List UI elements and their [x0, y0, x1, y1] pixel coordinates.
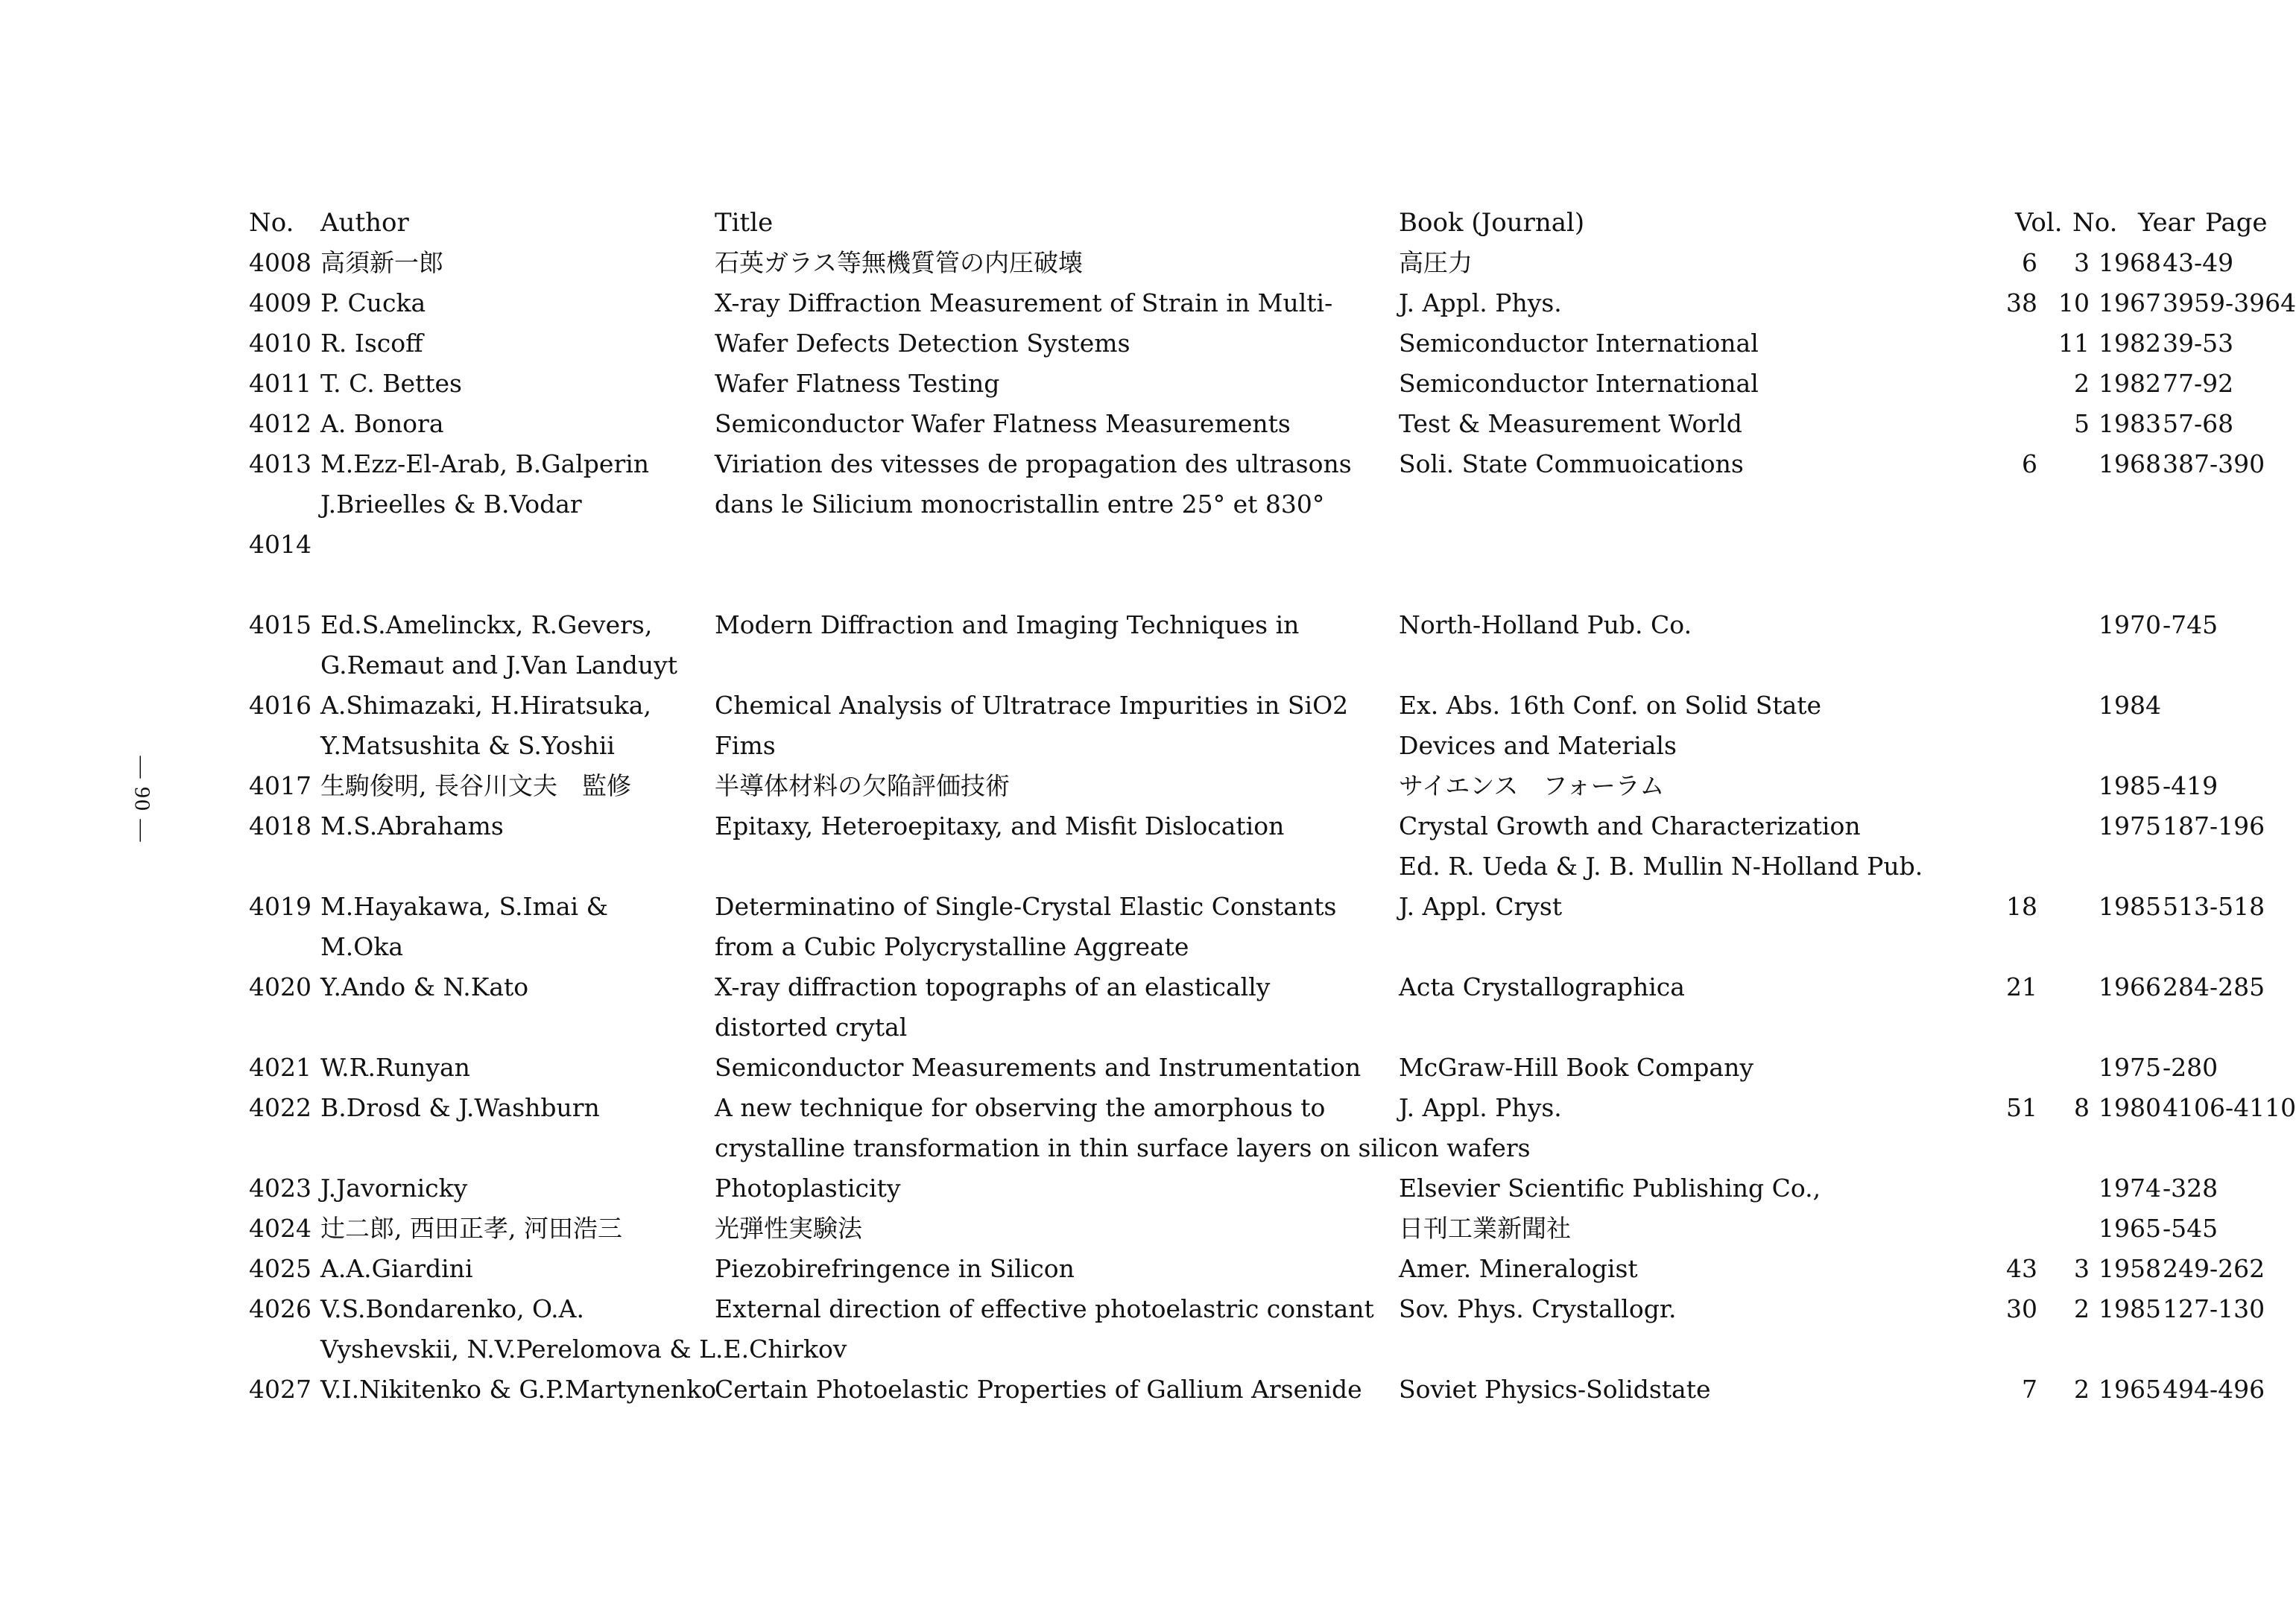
header-title: Title	[715, 208, 774, 238]
entry-title: 半導体材料の欠陥評価技術	[715, 771, 1010, 800]
entry-author: M.Ezz-El-Arab, B.Galperin	[320, 449, 650, 478]
header-page: Page	[2205, 208, 2268, 238]
entry-number: 4013	[249, 449, 311, 478]
table-header	[249, 203, 2268, 243]
entry-year: 1968	[2099, 449, 2161, 478]
table-row	[249, 404, 2234, 444]
entry-year: 1975	[2099, 811, 2161, 840]
entry-volume: 43	[2006, 1254, 2037, 1283]
entry-number: 4012	[249, 409, 311, 438]
entry-book: J. Appl. Cryst	[1399, 892, 1563, 921]
entry-book: Elsevier Scientific Publishing Co.,	[1399, 1174, 1821, 1203]
table-row	[249, 605, 2218, 645]
table-row-continuation	[249, 484, 2112, 525]
entry-pages: 387-390	[2163, 449, 2265, 478]
entry-book: Test & Measurement World	[1399, 409, 1742, 438]
entry-author: 生駒俊明, 長谷川文夫 監修	[320, 771, 631, 800]
header-num: No.	[2072, 208, 2118, 238]
entry-pages: -419	[2163, 771, 2218, 800]
entry-title: Fims	[715, 731, 776, 760]
table-row	[249, 1048, 2218, 1088]
entry-title: Wafer Flatness Testing	[715, 369, 1000, 398]
entry-author: A.A.Giardini	[320, 1254, 473, 1283]
entry-year: 1982	[2099, 329, 2161, 358]
entry-pages: -280	[2163, 1053, 2218, 1082]
entry-number: 4015	[249, 610, 311, 639]
entry-number: 4024	[249, 1214, 311, 1243]
table-row-continuation	[249, 726, 2112, 766]
entry-year: 1965	[2099, 1214, 2161, 1243]
entry-volume: 51	[2006, 1093, 2037, 1122]
entry-author: B.Drosd & J.Washburn	[320, 1093, 600, 1122]
entry-pages: 43-49	[2163, 248, 2234, 277]
entry-pages: 3959-3964	[2163, 288, 2296, 317]
entry-issue: 2	[2074, 369, 2090, 398]
entry-book: サイエンス フォーラム	[1399, 771, 1665, 800]
entry-pages: 187-196	[2163, 811, 2265, 840]
entry-title: Semiconductor Measurements and Instrumentation	[715, 1053, 1362, 1082]
entry-author: G.Remaut and J.Van Landuyt	[320, 650, 678, 680]
entry-title: dans le Silicium monocristallin entre 25° et 830°	[715, 490, 1325, 519]
entry-volume: 21	[2006, 972, 2037, 1001]
entry-author: Ed.S.Amelinckx, R.Gevers,	[320, 610, 653, 639]
entry-book: 高圧力	[1399, 248, 1473, 277]
entry-year: 1975	[2099, 1053, 2161, 1082]
entry-book: J. Appl. Phys.	[1399, 288, 1562, 317]
entry-title: crystalline transformation in thin surface layers on silicon wafers	[715, 1133, 1531, 1162]
entry-volume: 7	[2022, 1375, 2037, 1404]
entry-title: distorted crytal	[715, 1013, 908, 1042]
entry-number: 4014	[249, 530, 311, 559]
table-row	[249, 967, 2265, 1007]
entry-author: V.I.Nikitenko & G.P.Martynenko	[320, 1375, 717, 1404]
reference-table	[249, 203, 2296, 1410]
entry-pages: 127-130	[2163, 1294, 2265, 1323]
header-year: Year	[2138, 208, 2195, 238]
entry-book: Semiconductor International	[1399, 329, 1759, 358]
entry-title: Epitaxy, Heteroepitaxy, and Misfit Dislocation	[715, 811, 1285, 840]
table-row-continuation	[249, 927, 2112, 967]
entry-year: 1968	[2099, 248, 2161, 277]
table-row	[249, 1168, 2218, 1209]
entry-book: Amer. Mineralogist	[1399, 1254, 1638, 1283]
table-row	[249, 1088, 2296, 1128]
entry-author: Y.Ando & N.Kato	[320, 972, 529, 1001]
page-number	[112, 756, 171, 843]
entry-issue: 3	[2074, 248, 2090, 277]
table-row	[249, 887, 2265, 927]
table-row-continuation	[249, 645, 2112, 686]
entry-year: 1985	[2099, 771, 2161, 800]
entry-author: 高須新一郎	[320, 248, 443, 277]
entry-issue: 10	[2058, 288, 2090, 317]
table-row	[249, 525, 2112, 565]
entry-author: M.Hayakawa, S.Imai &	[320, 892, 608, 921]
entry-year: 1985	[2099, 892, 2161, 921]
header-book: Book (Journal)	[1399, 208, 1585, 238]
entry-book: Sov. Phys. Crystallogr.	[1399, 1294, 1677, 1323]
entry-author: M.Oka	[320, 932, 404, 961]
entry-title: 石英ガラス等無機質管の内圧破壊	[715, 248, 1084, 277]
table-row	[249, 364, 2234, 404]
table-row	[249, 283, 2296, 323]
entry-number: 4018	[249, 811, 311, 840]
table-row-continuation	[249, 1007, 2112, 1048]
entry-year: 1974	[2099, 1174, 2161, 1203]
entry-title: Wafer Defects Detection Systems	[715, 329, 1130, 358]
entry-title: Determinatino of Single-Crystal Elastic Constants	[715, 892, 1337, 921]
entry-number: 4016	[249, 691, 311, 720]
entry-number: 4026	[249, 1294, 311, 1323]
entry-pages: -328	[2163, 1174, 2218, 1203]
entry-number: 4019	[249, 892, 311, 921]
entry-issue: 2	[2074, 1375, 2090, 1404]
entry-year: 1983	[2099, 409, 2161, 438]
entry-number: 4009	[249, 288, 311, 317]
entry-title: Chemical Analysis of Ultratrace Impurities in SiO2	[715, 691, 1349, 720]
table-row	[249, 1249, 2265, 1289]
entry-author: J.Brieelles & B.Vodar	[320, 490, 582, 519]
entry-author: T. C. Bettes	[320, 369, 462, 398]
entry-author: P. Cucka	[320, 288, 426, 317]
table-row-continuation	[249, 1329, 2112, 1370]
table-row-continuation	[249, 1128, 2112, 1168]
entry-pages: 57-68	[2163, 409, 2234, 438]
entry-number: 4025	[249, 1254, 311, 1283]
entry-year: 1967	[2099, 288, 2161, 317]
entry-book: Soli. State Commuoications	[1399, 449, 1744, 478]
table-row	[249, 806, 2265, 846]
entry-book: Semiconductor International	[1399, 369, 1759, 398]
entry-title: 光弾性実験法	[715, 1214, 862, 1243]
table-row	[249, 1289, 2265, 1329]
entry-number: 4022	[249, 1093, 311, 1122]
entry-issue: 5	[2074, 409, 2090, 438]
entry-author: Y.Matsushita & S.Yoshii	[320, 731, 615, 760]
entry-book: 日刊工業新聞社	[1399, 1214, 1571, 1243]
entry-year: 1958	[2099, 1254, 2161, 1283]
entry-number: 4017	[249, 771, 311, 800]
table-body	[249, 243, 2296, 1410]
entry-author: J.Javornicky	[320, 1174, 468, 1203]
table-row	[249, 766, 2218, 806]
entry-year: 1985	[2099, 1294, 2161, 1323]
entry-year: 1965	[2099, 1375, 2161, 1404]
entry-author: M.S.Abrahams	[320, 811, 504, 840]
entry-number: 4021	[249, 1053, 311, 1082]
entry-author: 辻二郎, 西田正孝, 河田浩三	[320, 1214, 622, 1243]
entry-pages: -545	[2163, 1214, 2218, 1243]
entry-volume: 6	[2022, 449, 2037, 478]
entry-number: 4010	[249, 329, 311, 358]
table-row	[249, 1370, 2265, 1410]
table-row	[249, 1209, 2218, 1249]
page-number-text: — 90 —	[130, 756, 154, 843]
entry-pages: 4106-4110	[2163, 1093, 2296, 1122]
entry-book: J. Appl. Phys.	[1399, 1093, 1562, 1122]
entry-author: Vyshevskii, N.V.Perelomova & L.E.Chirkov	[320, 1335, 847, 1364]
entry-volume: 30	[2006, 1294, 2037, 1323]
entry-title: Piezobirefringence in Silicon	[715, 1254, 1075, 1283]
entry-issue: 3	[2074, 1254, 2090, 1283]
entry-volume: 38	[2006, 288, 2037, 317]
entry-pages: 494-496	[2163, 1375, 2265, 1404]
entry-author: A.Shimazaki, H.Hiratsuka,	[320, 691, 651, 720]
entry-book: North-Holland Pub. Co.	[1399, 610, 1692, 639]
entry-title: Modern Diffraction and Imaging Techniques in	[715, 610, 1300, 639]
header-no: No.	[249, 208, 294, 238]
table-row-continuation	[249, 565, 2112, 605]
table-row	[249, 243, 2234, 283]
entry-year: 1982	[2099, 369, 2161, 398]
entry-pages: 77-92	[2163, 369, 2234, 398]
entry-pages: -745	[2163, 610, 2218, 639]
entry-title: X-ray diffraction topographs of an elastically	[715, 972, 1271, 1001]
entry-year: 1970	[2099, 610, 2161, 639]
entry-number: 4020	[249, 972, 311, 1001]
entry-book: Acta Crystallographica	[1399, 972, 1685, 1001]
entry-volume: 6	[2022, 248, 2037, 277]
entry-title: X-ray Diffraction Measurement of Strain in Multi-	[715, 288, 1333, 317]
entry-title: Viriation des vitesses de propagation des ultrasons	[715, 449, 1352, 478]
table-row-continuation	[249, 846, 2112, 887]
entry-book: Ex. Abs. 16th Conf. on Solid State	[1399, 691, 1822, 720]
table-row	[249, 323, 2234, 364]
entry-title: Semiconductor Wafer Flatness Measurements	[715, 409, 1291, 438]
entry-book: McGraw-Hill Book Company	[1399, 1053, 1753, 1082]
entry-author: W.R.Runyan	[320, 1053, 470, 1082]
entry-book: Crystal Growth and Characterization	[1399, 811, 1861, 840]
entry-title: from a Cubic Polycrystalline Aggreate	[715, 932, 1189, 961]
entry-year: 1966	[2099, 972, 2161, 1001]
table-row	[249, 444, 2265, 484]
entry-year: 1984	[2099, 691, 2161, 720]
entry-number: 4008	[249, 248, 311, 277]
entry-author: A. Bonora	[320, 409, 444, 438]
entry-volume: 18	[2006, 892, 2037, 921]
entry-number: 4011	[249, 369, 311, 398]
header-vol: Vol.	[2015, 208, 2063, 238]
entry-issue: 8	[2074, 1093, 2090, 1122]
entry-issue: 2	[2074, 1294, 2090, 1323]
entry-number: 4027	[249, 1375, 311, 1404]
entry-author: R. Iscoff	[320, 329, 423, 358]
entry-author: V.S.Bondarenko, O.A.	[320, 1294, 584, 1323]
entry-pages: 249-262	[2163, 1254, 2265, 1283]
table-row	[249, 686, 2161, 726]
entry-book: Devices and Materials	[1399, 731, 1677, 760]
entry-title: Certain Photoelastic Properties of Gallium Arsenide	[715, 1375, 1362, 1404]
entry-title: Photoplasticity	[715, 1174, 901, 1203]
header-author: Author	[320, 208, 409, 238]
entry-pages: 284-285	[2163, 972, 2265, 1001]
entry-title: A new technique for observing the amorphous to	[715, 1093, 1326, 1122]
entry-number: 4023	[249, 1174, 311, 1203]
entry-title: External direction of effective photoelastric constant	[715, 1294, 1374, 1323]
entry-book: Soviet Physics-Solidstate	[1399, 1375, 1711, 1404]
entry-pages: 39-53	[2163, 329, 2234, 358]
entry-year: 1980	[2099, 1093, 2161, 1122]
entry-book: Ed. R. Ueda & J. B. Mullin N-Holland Pub.	[1399, 852, 1923, 881]
entry-issue: 11	[2058, 329, 2090, 358]
entry-pages: 513-518	[2163, 892, 2265, 921]
